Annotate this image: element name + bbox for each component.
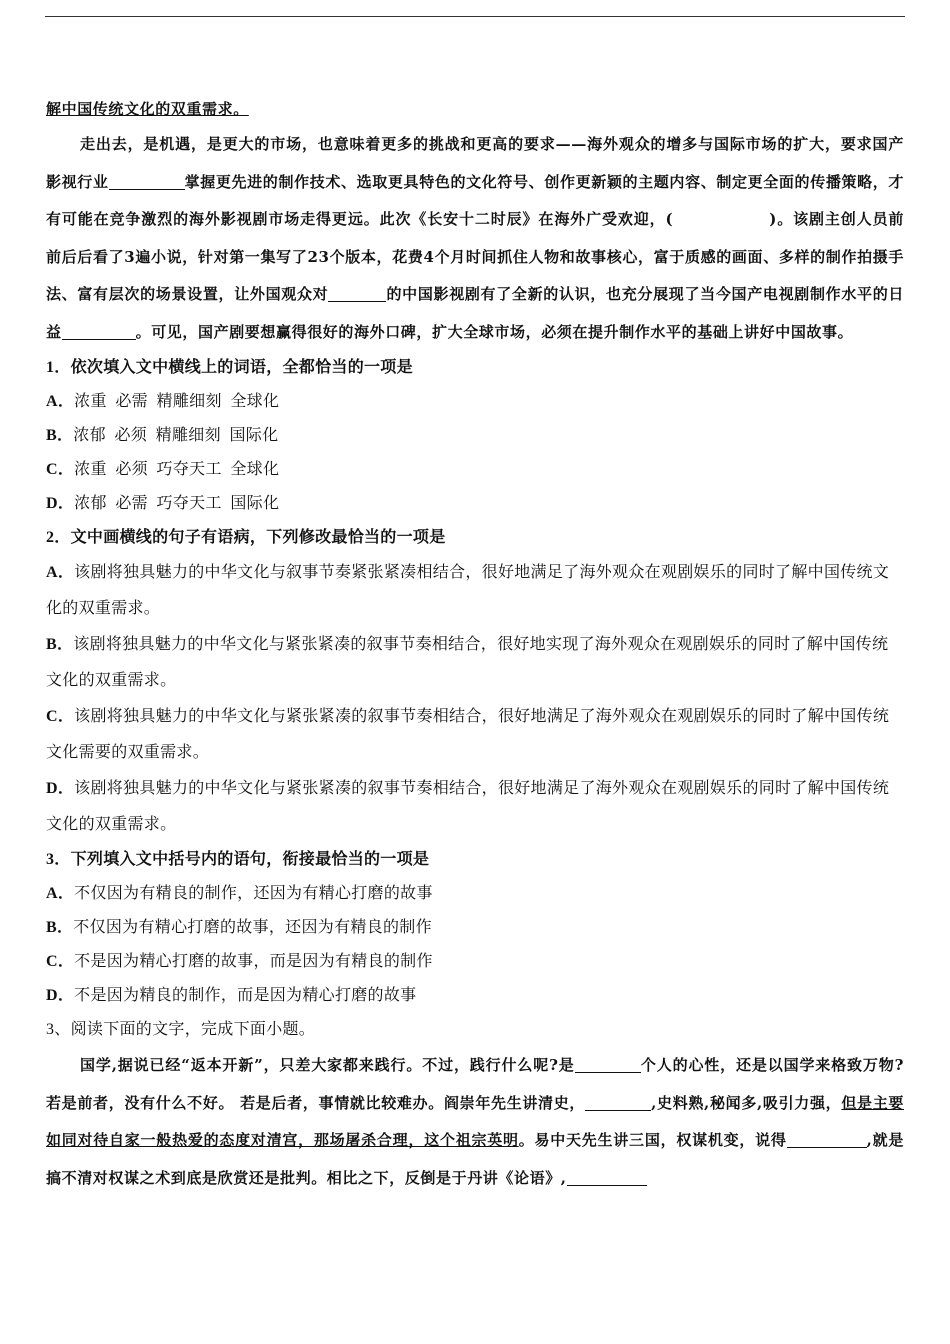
fill-blank-6[interactable] [787,1132,867,1148]
question-2-option-a[interactable] [46,555,904,627]
question-1-option-a[interactable] [46,385,904,419]
question-3-option-c[interactable] [46,945,904,979]
question-3-option-a[interactable] [46,877,904,911]
passage-paragraph [46,126,904,351]
fill-blank-1[interactable] [109,174,185,190]
question-2-option-b[interactable] [46,627,904,699]
header-rule [45,16,905,17]
section-3-paragraph [46,1047,904,1197]
section-3-text-3: ,史料熟,秘闻多,吸引力强， [651,1093,842,1112]
section-3-text-5: 。易中天先生讲三国，权谋机变，说得 [518,1131,787,1149]
option-label: A． [46,564,75,581]
option-text: 不是因为精良的制作，而是因为精心打磨的故事 [74,987,417,1004]
option-text: 不仅因为有精良的制作，还因为有精心打磨的故事 [74,885,433,902]
underlined-sentence: 但是主要如同对待自家一般热爱的态度对清宫，那场屠杀合理，这个祖宗英明 [46,1093,904,1149]
fill-blank-4[interactable] [575,1057,641,1073]
document-body [46,92,904,1197]
question-2-option-d[interactable] [46,771,904,843]
option-label: C． [46,953,75,970]
option-label: B． [46,636,74,653]
option-text: 浓重 必须 巧夺天工 全球化 [74,461,280,478]
option-text: 不是因为精心打磨的故事，而是因为有精良的制作 [74,953,433,970]
question-1-stem-text: 1．依次填入文中横线上的词语，全都恰当的一项是 [46,359,413,376]
question-2-option-c[interactable] [46,699,904,771]
question-3-stem [46,843,904,877]
section-3-text-6: ,就是搞不清对权谋之术到底是欣赏还是批判。相比之下，反倒是于丹讲《论语》, [46,1131,904,1187]
fill-blank-5[interactable] [585,1095,651,1111]
option-label: C． [46,461,75,478]
option-text: 浓重 必需 精雕细刻 全球化 [74,393,280,410]
option-label: B． [46,427,74,444]
section-3-heading [46,1013,904,1047]
option-label: C． [46,708,75,725]
question-2-stem-text: 2．文中画横线的句子有语病，下列修改最恰当的一项是 [46,529,446,546]
passage-tail-text: 解中国传统文化的双重需求。 [46,100,249,118]
passage-text-4: 的中国影视剧有了全新的认识，也充分展现了当今国产电视剧制作水平的日益 [46,285,904,341]
passage-tail [46,92,904,126]
option-label: D． [46,780,75,797]
question-2-stem [46,521,904,555]
question-1-option-c[interactable] [46,453,904,487]
question-3-stem-text: 3．下列填入文中括号内的语句，衔接最恰当的一项是 [46,851,430,868]
question-1-option-d[interactable] [46,487,904,521]
option-label: D． [46,495,75,512]
passage-text-3: )。该剧主创人员前前后后看了3遍小说，针对第一集写了23个版本，花费4个月时间抓住人物和故事核心，富于质感的画面、多样的制作拍摄手法、富有层次的场景设置，让外国观众对 [46,210,904,303]
passage-text-2: 掌握更先进的制作技术、选取更具特色的文化符号、创作更新颖的主题内容、制定更全面的传播策略，才有可能在竞争激烈的海外影视剧市场走得更远。此次《长安十二时辰》在海外广受欢迎，( [46,172,904,228]
question-3-option-d[interactable] [46,979,904,1013]
fill-blank-2[interactable] [328,286,386,302]
option-text: 不仅因为有精心打磨的故事，还因为有精良的制作 [73,919,432,936]
question-3-option-b[interactable] [46,911,904,945]
option-text: 该剧将独具魅力的中华文化与叙事节奏紧张紧凑相结合，很好地满足了海外观众在观剧娱乐的同时了解中国传统文化的双重需求。 [46,564,890,617]
option-text: 该剧将独具魅力的中华文化与紧张紧凑的叙事节奏相结合，很好地满足了海外观众在观剧娱乐的同时了解中国传统文化的双重需求。 [46,780,890,833]
option-text: 浓郁 必需 巧夺天工 国际化 [74,495,280,512]
section-3-heading-text: 3、阅读下面的文字，完成下面小题。 [46,1021,316,1038]
option-text: 浓郁 必须 精雕细刻 国际化 [73,427,279,444]
section-3-text-2: 个人的心性，还是以国学来格致万物?若是前者，没有什么不好。 若是后者，事情就比较难办。阎崇年先生讲清史， [46,1056,904,1112]
question-1-stem [46,351,904,385]
passage-text-5: 。可见，国产剧要想赢得很好的海外口碑，扩大全球市场，必须在提升制作水平的基础上讲好中国故事。 [135,322,854,341]
option-text: 该剧将独具魅力的中华文化与紧张紧凑的叙事节奏相结合，很好地满足了海外观众在观剧娱乐的同时了解中国传统文化需要的双重需求。 [46,708,890,761]
option-text: 该剧将独具魅力的中华文化与紧张紧凑的叙事节奏相结合，很好地实现了海外观众在观剧娱乐的同时了解中国传统文化的双重需求。 [46,636,889,689]
option-label: B． [46,919,74,936]
section-3-text-1: 国学,据说已经“返本开新”，只差大家都来践行。不过，践行什么呢?是 [80,1056,575,1074]
option-label: A． [46,393,75,410]
option-label: D． [46,987,75,1004]
fill-blank-3[interactable] [62,324,136,340]
option-label: A． [46,885,75,902]
fill-blank-7[interactable] [567,1170,647,1186]
question-1-option-b[interactable] [46,419,904,453]
passage-text-1: 走出去，是机遇，是更大的市场，也意味着更多的挑战和更高的要求——海外观众的增多与国际市场的扩大，要求国产影视行业 [46,135,904,191]
